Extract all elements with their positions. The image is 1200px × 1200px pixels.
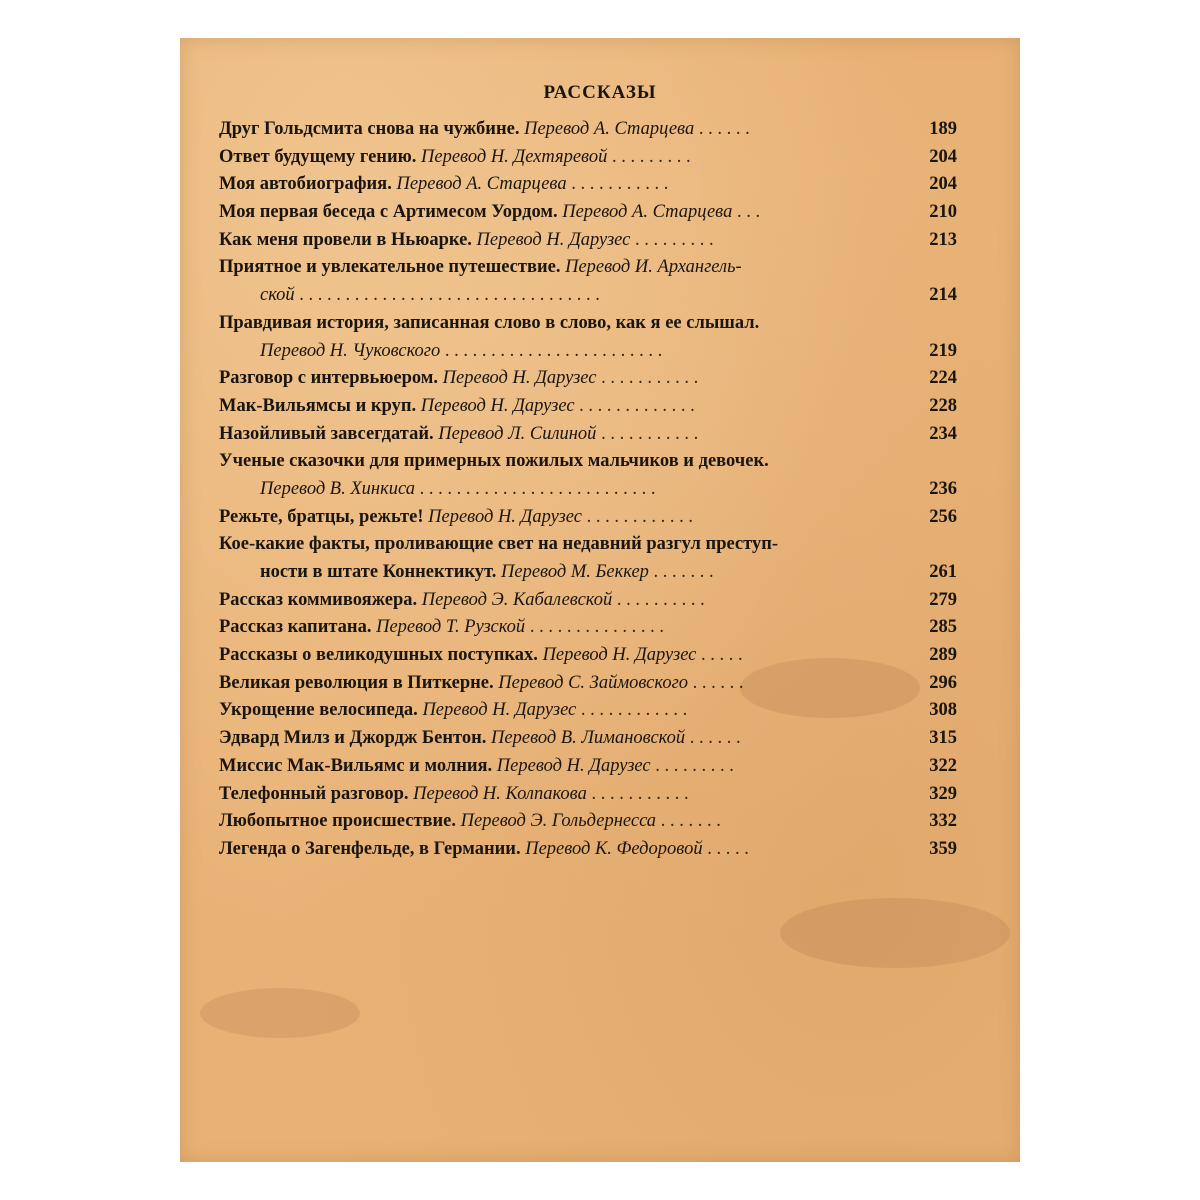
story-title: Ответ будущему гению.: [219, 146, 417, 167]
toc-line: [219, 199, 957, 227]
toc-line-text: [219, 811, 721, 831]
translator-credit: ской: [260, 285, 295, 306]
story-title: Моя первая беседа с Артимесом Уордом.: [219, 202, 558, 223]
toc-line-text: [219, 424, 698, 444]
toc-entry: [219, 116, 957, 144]
toc-entry: [219, 697, 957, 725]
translator-credit: Перевод В. Лимановской: [491, 728, 686, 749]
toc-line-text: [219, 839, 749, 859]
page-number: 213: [929, 229, 957, 250]
toc-line: [219, 421, 957, 449]
translator-credit: Перевод Н. Дарузес: [542, 645, 697, 666]
page-number: 210: [929, 202, 957, 223]
toc-line-text: [219, 645, 743, 665]
toc-line: [219, 504, 957, 532]
toc-line: [219, 227, 957, 255]
toc-line-text: [219, 728, 741, 748]
story-title: Моя автобиография.: [219, 174, 392, 195]
toc-line: [219, 310, 957, 338]
toc-line-text: [219, 507, 693, 527]
toc-line: [219, 171, 957, 199]
translator-credit: Перевод С. Займовского: [498, 672, 689, 693]
dot-leader: . . . . . .: [688, 672, 744, 693]
toc-line: [219, 254, 957, 282]
dot-leader: . . . . . .: [694, 119, 750, 139]
toc-line-text: [260, 479, 655, 499]
toc-line-text: [219, 700, 687, 720]
story-title: Ученые сказочки для примерных пожилых мальчиков и девочек.: [219, 451, 769, 472]
dot-leader: . . . . . . . . . . .: [566, 174, 669, 195]
toc-entry: [219, 587, 957, 615]
toc-entry: [219, 725, 957, 753]
toc-entry: [219, 642, 957, 670]
page-number: 219: [929, 340, 957, 361]
translator-credit: Перевод Н. Колпакова: [413, 783, 587, 804]
toc-entry: [219, 421, 957, 449]
toc-line-text: [219, 617, 664, 637]
dot-leader: . . . . . . . . .: [630, 229, 714, 250]
translator-credit: Перевод Н. Дарузес: [428, 506, 582, 527]
story-title: Телефонный разговор.: [219, 783, 409, 804]
toc-line: [219, 836, 957, 864]
toc-entry: [219, 781, 957, 809]
page-number: 315: [929, 728, 957, 749]
dot-leader: . . . . . . . . . . . . .: [574, 395, 695, 416]
toc-entry: [219, 310, 957, 365]
story-title: Эдвард Милз и Джордж Бентон.: [219, 728, 487, 749]
translator-credit: Перевод Т. Рузской: [376, 617, 526, 638]
dot-leader: . . . . .: [702, 838, 749, 859]
story-title: Рассказы о великодушных поступках.: [219, 645, 538, 666]
translator-credit: Перевод Н. Дарузес: [496, 755, 651, 776]
toc-line-text: [219, 202, 760, 222]
toc-line-text: [219, 147, 691, 167]
story-title: Друг Гольдсмита снова на чужбине.: [219, 119, 520, 139]
page-number: 308: [929, 700, 957, 721]
paper-stain: [200, 988, 360, 1038]
dot-leader: . . . . . . .: [656, 811, 721, 832]
toc-line: [219, 282, 957, 310]
toc-entry: [219, 531, 957, 586]
story-title: ности в штате Коннектикут.: [260, 562, 497, 582]
toc-line: [219, 559, 957, 587]
story-title: Назойливый завсегдатай.: [219, 423, 434, 444]
dot-leader: . . . . . . . . .: [607, 146, 691, 167]
toc-line: [219, 144, 957, 172]
toc-entry: [219, 199, 957, 227]
story-title: Правдивая история, записанная слово в слово, как я ее слышал.: [219, 312, 760, 333]
book-page: [180, 38, 1020, 1162]
toc-line: [219, 753, 957, 781]
toc-line-text: [219, 174, 668, 194]
toc-line: [219, 725, 957, 753]
toc-line: [219, 697, 957, 725]
toc-line-text: [219, 784, 689, 804]
dot-leader: . . . . . . . . . . . . . . . . . . . . . . . . . . . . . . . . .: [294, 285, 600, 306]
toc-line: [219, 808, 957, 836]
toc-entry: [219, 365, 957, 393]
toc-entry: [219, 227, 957, 255]
dot-leader: . . . . . . . . . . . .: [576, 700, 688, 721]
toc-line-text: [219, 257, 742, 277]
toc-line: [219, 116, 957, 144]
toc-line: [219, 531, 957, 559]
translator-credit: Перевод Л. Силиной: [438, 423, 597, 444]
page-number: 279: [929, 589, 957, 610]
toc-line: [219, 448, 957, 476]
toc-line: [219, 642, 957, 670]
story-title: Миссис Мак-Вильямс и молния.: [219, 755, 493, 776]
page-number: 224: [929, 368, 957, 389]
toc-line: [219, 365, 957, 393]
dot-leader: . . . . . . . . . . . . . . .: [525, 617, 664, 638]
translator-credit: Перевод А. Старцева: [562, 202, 733, 223]
story-title: Разговор с интервьюером.: [219, 368, 439, 389]
toc-line: [219, 614, 957, 642]
toc-entry: [219, 144, 957, 172]
story-title: Кое-какие факты, проливающие свет на недавний разгул преступ-: [219, 534, 779, 555]
page-number: 332: [929, 811, 957, 832]
toc-line: [219, 476, 957, 504]
story-title: Рассказ капитана.: [219, 617, 372, 638]
dot-leader: . . . . . . . . . . .: [586, 783, 689, 804]
page-number: 285: [929, 617, 957, 638]
toc-entry: [219, 614, 957, 642]
toc-line-text: [260, 285, 600, 305]
story-title: Мак-Вильямсы и круп.: [219, 395, 417, 416]
toc-line: [219, 587, 957, 615]
translator-credit: Перевод Э. Гольдернесса: [460, 811, 657, 832]
translator-credit: Перевод Н. Дарузес: [422, 700, 577, 721]
translator-credit: Перевод А. Старцева: [524, 119, 695, 139]
dot-leader: . . . . . . . . . . . . . . . . . . . . . . . . . .: [414, 478, 656, 499]
dot-leader: . . . . . . . . . . .: [596, 423, 699, 444]
toc-line-text: [219, 313, 759, 333]
toc-entry: [219, 171, 957, 199]
toc-line: [219, 393, 957, 421]
translator-credit: Перевод Н. Дарузес: [442, 368, 597, 389]
toc-line-text: [260, 341, 662, 361]
table-of-contents: [219, 116, 957, 864]
translator-credit: Перевод Н. Дарузес: [420, 395, 575, 416]
translator-credit: Перевод К. Федоровой: [525, 838, 703, 859]
translator-credit: Перевод Э. Кабалевской: [421, 589, 613, 610]
story-title: Легенда о Загенфельде, в Германии.: [219, 838, 521, 859]
page-number: 214: [929, 285, 957, 306]
translator-credit: Перевод Н. Дарузес: [476, 229, 631, 250]
toc-line-text: [219, 230, 714, 250]
dot-leader: . . . . . . .: [648, 562, 714, 582]
translator-credit: Перевод А. Старцева: [396, 174, 567, 195]
section-heading: РАССКАЗЫ: [543, 82, 657, 103]
toc-line-text: [260, 562, 714, 582]
toc-line: [219, 781, 957, 809]
page-number: 204: [929, 146, 957, 167]
dot-leader: . . . . . . . . . . .: [596, 368, 699, 389]
dot-leader: . . . . . .: [685, 728, 741, 749]
page-number: 228: [929, 395, 957, 416]
toc-entry: [219, 670, 957, 698]
toc-entry: [219, 836, 957, 864]
story-title: Как меня провели в Ньюарке.: [219, 229, 472, 250]
dot-leader: . . . . . . . . . . . . . . . . . . . . . . . .: [440, 340, 663, 361]
story-title: Режьте, братцы, режьте!: [219, 506, 424, 527]
toc-entry: [219, 254, 957, 309]
toc-line-text: [219, 396, 695, 416]
translator-credit: Перевод В. Хинкиса: [260, 478, 415, 499]
page-number: 236: [929, 478, 957, 499]
toc-line-text: [219, 673, 744, 693]
story-title: Укрощение велосипеда.: [219, 700, 418, 721]
translator-credit: Перевод Н. Чуковского: [260, 340, 441, 361]
page-number: 204: [929, 174, 957, 195]
toc-entry: [219, 393, 957, 421]
page-number: 189: [929, 119, 957, 139]
translator-credit: Перевод Н. Дехтяревой: [421, 146, 608, 167]
story-title: Рассказ коммивояжера.: [219, 589, 418, 610]
page-number: 322: [929, 755, 957, 776]
page-number: 359: [929, 838, 957, 859]
story-title: Великая революция в Питкерне.: [219, 672, 494, 693]
toc-entry: [219, 504, 957, 532]
toc-entry: [219, 448, 957, 503]
toc-line: [219, 338, 957, 366]
translator-credit: Перевод И. Архангель-: [565, 257, 742, 278]
dot-leader: . . . . . . . . . .: [612, 589, 705, 610]
story-title: Приятное и увлекательное путешествие.: [219, 257, 561, 278]
story-title: Любопытное происшествие.: [219, 811, 457, 832]
page-number: 256: [929, 506, 957, 527]
toc-line-text: [219, 119, 750, 139]
toc-line-text: [219, 590, 705, 610]
toc-line-text: [219, 368, 698, 388]
dot-leader: . . . . . . . . . . . .: [581, 506, 693, 527]
toc-line-text: [219, 534, 778, 554]
paper-stain: [780, 898, 1010, 968]
page-number: 329: [929, 783, 957, 804]
toc-line-text: [219, 451, 769, 471]
dot-leader: . . . . .: [696, 645, 743, 666]
page-number: 289: [929, 645, 957, 666]
page-number: 261: [929, 562, 957, 582]
page-number: 234: [929, 423, 957, 444]
toc-entry: [219, 753, 957, 781]
toc-line-text: [219, 756, 734, 776]
dot-leader: . . . . . . . . .: [650, 755, 734, 776]
toc-entry: [219, 808, 957, 836]
translator-credit: Перевод М. Беккер: [501, 562, 649, 582]
page-number: 296: [929, 672, 957, 693]
toc-line: [219, 670, 957, 698]
dot-leader: . . .: [732, 202, 761, 223]
